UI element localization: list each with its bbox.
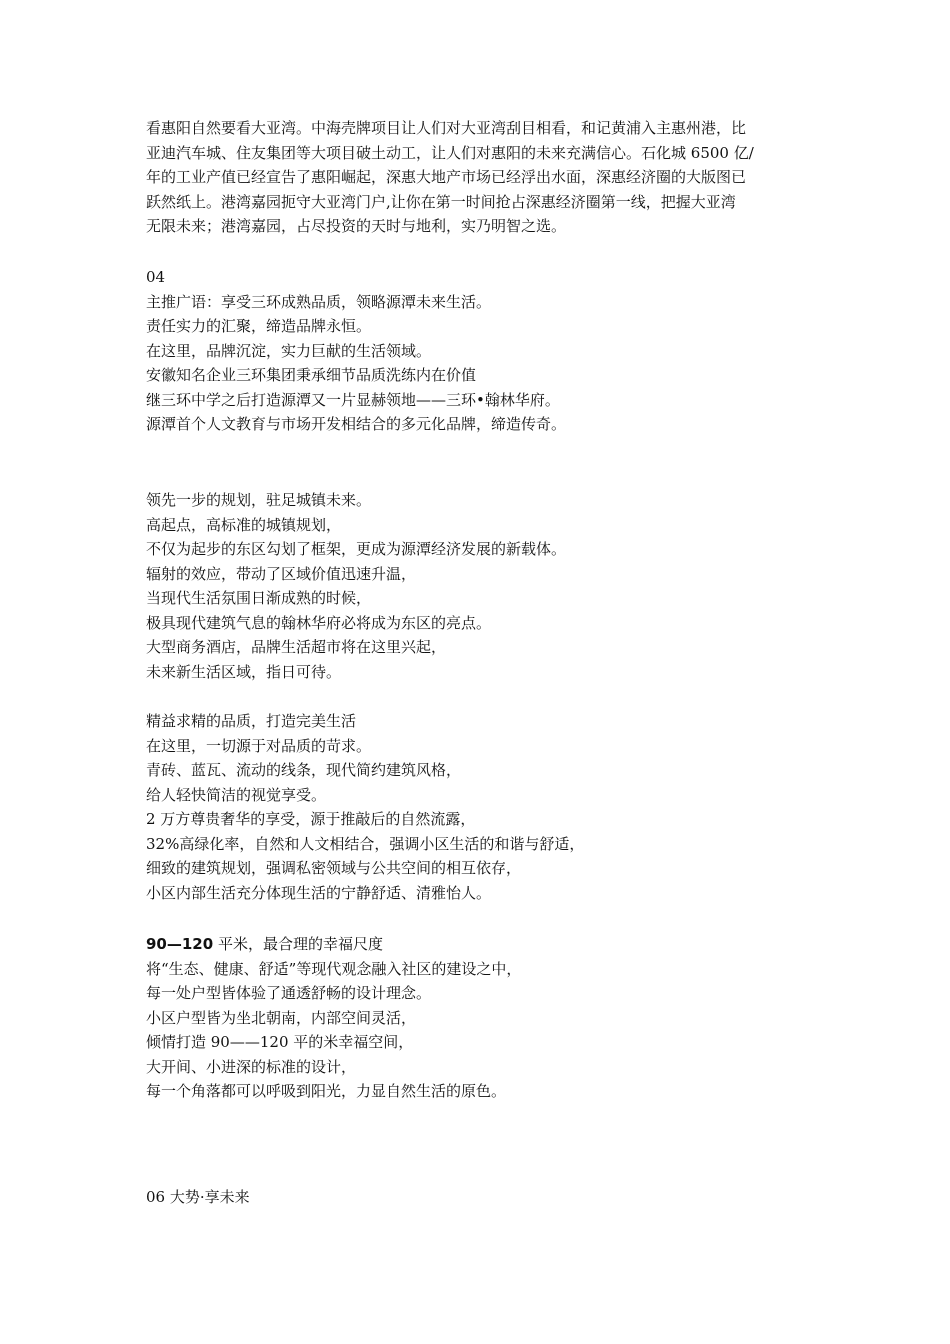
planning-line-8: 未来新生活区域，指日可待。 (146, 662, 342, 681)
planning-line-7: 大型商务酒店，品牌生活超市将在这里兴起， (146, 638, 447, 656)
units-block (146, 932, 521, 1104)
planning-line-4: 辐射的效应，带动了区域价值迅速升温， (146, 564, 417, 583)
section04-line-2: 责任实力的汇聚，缔造品牌永恒。 (146, 317, 372, 335)
planning-line-6: 极具现代建筑气息的翰林华府必将成为东区的亮点。 (146, 613, 492, 632)
section-number: 04 (146, 268, 166, 286)
quality-line-8: 小区内部生活充分体现生活的宁静舒适、清雅怡人。 (146, 883, 492, 902)
quality-block (146, 709, 584, 905)
units-line-6: 大开间、小进深的标准的设计， (146, 1057, 357, 1076)
section04-line-4: 安徽知名企业三环集团秉承细节品质洗练内在价值 (146, 366, 477, 384)
planning-block (146, 488, 566, 684)
slogan-line: 主推广语：享受三环成熟品质，领略源潭未来生活。 (146, 292, 492, 311)
section-04 (146, 265, 566, 437)
intro-line-3: 年的工业产值已经宣告了惠阳崛起，深惠大地产市场已经浮出水面，深惠经济圈的大版图已 (146, 168, 747, 186)
quality-heading: 精益求精的品质，打造完美生活 (146, 712, 357, 730)
units-line-5: 倾情打造 90——120 平的米幸福空间， (146, 1033, 414, 1051)
planning-line-5: 当现代生活氛围日渐成熟的时候， (146, 589, 372, 607)
section04-line-5: 继三环中学之后打造源潭又一片显赫领地——三环•翰林华府。 (146, 390, 560, 409)
units-heading (146, 932, 521, 957)
units-line-2: 将“生态、健康、舒适”等现代观念融入社区的建设之中， (146, 959, 522, 978)
intro-line-2: 亚迪汽车城、住友集团等大项目破土动工，让人们对惠阳的未来充满信心。石化城 6500 亿/ (146, 143, 754, 162)
quality-line-2: 在这里，一切源于对品质的苛求。 (146, 736, 372, 755)
units-heading-range: 90—120 (146, 935, 214, 953)
section04-line-6: 源潭首个人文教育与市场开发相结合的多元化品牌，缔造传奇。 (146, 415, 567, 433)
units-heading-text: 平米，最合理的幸福尺度 (213, 935, 383, 953)
quality-line-6: 32%高绿化率，自然和人文相结合，强调小区生活的和谐与舒适， (146, 834, 585, 853)
section-06-title: 06 大势·享未来 (146, 1188, 250, 1206)
intro-line-5: 无限未来；港湾嘉园，占尽投资的天时与地利，实乃明智之选。 (146, 217, 567, 235)
units-line-3: 每一处户型皆体验了通透舒畅的设计理念。 (146, 984, 432, 1002)
section04-line-3: 在这里，品牌沉淀，实力巨献的生活领域。 (146, 341, 432, 360)
units-line-7: 每一个角落都可以呼吸到阳光，力显自然生活的原色。 (146, 1082, 507, 1100)
quality-line-3: 青砖、蓝瓦、流动的线条，现代简约建筑风格， (146, 761, 462, 779)
planning-heading: 领先一步的规划，驻足城镇未来。 (146, 491, 372, 509)
intro-line-1: 看惠阳自然要看大亚湾。中海壳牌项目让人们对大亚湾刮目相看，和记黄浦入主惠州港，比 (146, 119, 747, 137)
intro-paragraph (146, 116, 754, 239)
planning-line-3: 不仅为起步的东区勾划了框架，更成为源潭经济发展的新载体。 (146, 540, 567, 558)
intro-line-4: 跃然纸上。港湾嘉园扼守大亚湾门户,让你在第一时间抢占深惠经济圈第一线，把握大亚湾 (146, 192, 736, 211)
quality-line-5: 2 万方尊贵奢华的享受，源于推敲后的自然流露， (146, 810, 476, 828)
quality-line-4: 给人轻快简洁的视觉享受。 (146, 785, 327, 804)
units-line-4: 小区户型皆为坐北朝南，内部空间灵活， (146, 1008, 417, 1027)
section-06 (146, 1185, 250, 1210)
planning-line-2: 高起点，高标准的城镇规划， (146, 515, 342, 534)
quality-line-7: 细致的建筑规划，强调私密领域与公共空间的相互依存， (146, 859, 522, 877)
